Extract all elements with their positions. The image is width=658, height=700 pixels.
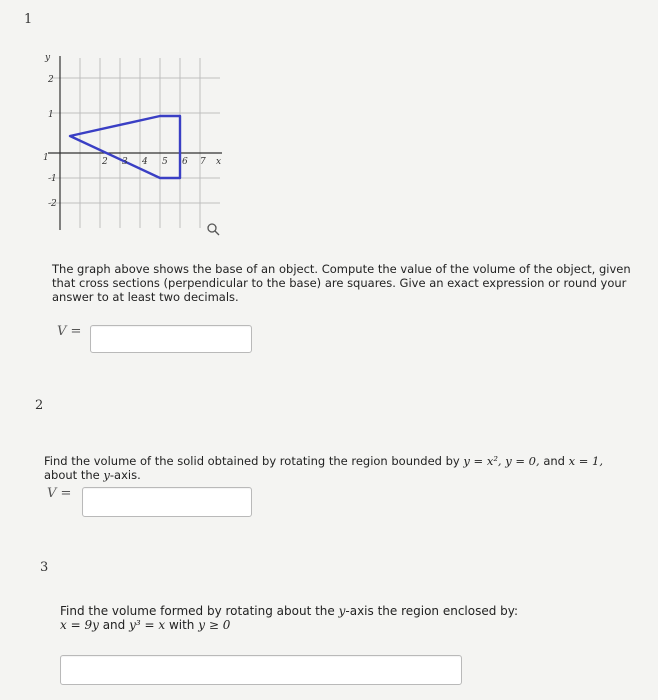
x-tick-2: 2 [102, 157, 108, 167]
problem-3-text-c: and [98, 618, 130, 632]
problem-2-text-b: and [539, 454, 569, 468]
problem-3-math-c: y³ = x [129, 618, 166, 632]
problem-2-answer-input[interactable] [82, 487, 252, 517]
problem-1-text: The graph above shows the base of an object. Compute the value of the volume of the object, given that cross sections (perpendicular to the base) are squares. Give an exact expression or round your answer to at least two decimals. [52, 262, 631, 304]
triangle-trapezoid-region [70, 116, 180, 178]
problem-1-answer-label: V = [57, 324, 82, 339]
problem-2-text [44, 454, 644, 482]
problem-2-math-b: x = 1, [568, 454, 604, 468]
problem-3-answer-field[interactable] [61, 656, 465, 686]
x-tick-5: 5 [162, 157, 168, 167]
problem-2-answer-field[interactable] [83, 488, 255, 518]
problem-1-answer-field[interactable] [91, 326, 255, 354]
problem-3-math-d: y ≥ 0 [198, 618, 231, 632]
problem-3-text-a: Find the volume formed by rotating about the [60, 604, 339, 618]
problem-3-text-d: with [165, 618, 199, 632]
problem-number-2: 2 [35, 398, 44, 413]
x-tick-4: 4 [142, 157, 148, 167]
y-tick-neg1: -1 [48, 174, 57, 184]
problem-2-math-c: y [103, 468, 110, 482]
problem-number-3: 3 [40, 560, 49, 575]
problem-3-math-b: x = 9y [60, 618, 99, 632]
x-tick-3: 3 [122, 157, 128, 167]
axes [48, 56, 222, 230]
problem-number-1: 1 [24, 12, 33, 27]
y-axis-label: y [45, 53, 51, 63]
x-tick-1: 1 [43, 153, 49, 163]
problem-3-answer-input[interactable] [60, 655, 462, 685]
magnifier-icon [208, 224, 219, 235]
problem-2-text-d: -axis. [109, 468, 141, 482]
problem-1-answer-input[interactable] [90, 325, 252, 353]
y-tick-neg2: -2 [48, 199, 57, 209]
problem-2-text-a: Find the volume of the solid obtained by rotating the region bounded by [44, 454, 464, 468]
problem-3-text [60, 604, 640, 632]
y-tick-2: 2 [48, 75, 54, 85]
x-axis-label: x [216, 157, 222, 167]
problem-2-answer-label: V = [47, 486, 72, 501]
x-tick-7: 7 [200, 157, 206, 167]
problem-2-text-c: about the [44, 468, 104, 482]
problem-2-math-a: y = x², y = 0, [463, 454, 540, 468]
base-region-graph [40, 48, 230, 238]
problem-3-text-b: -axis the region enclosed by: [345, 604, 519, 618]
problem-3-math-a: y [338, 604, 346, 618]
grid-lines [50, 58, 220, 228]
x-tick-6: 6 [182, 157, 188, 167]
tick-labels [43, 53, 221, 209]
y-tick-1: 1 [48, 110, 54, 120]
